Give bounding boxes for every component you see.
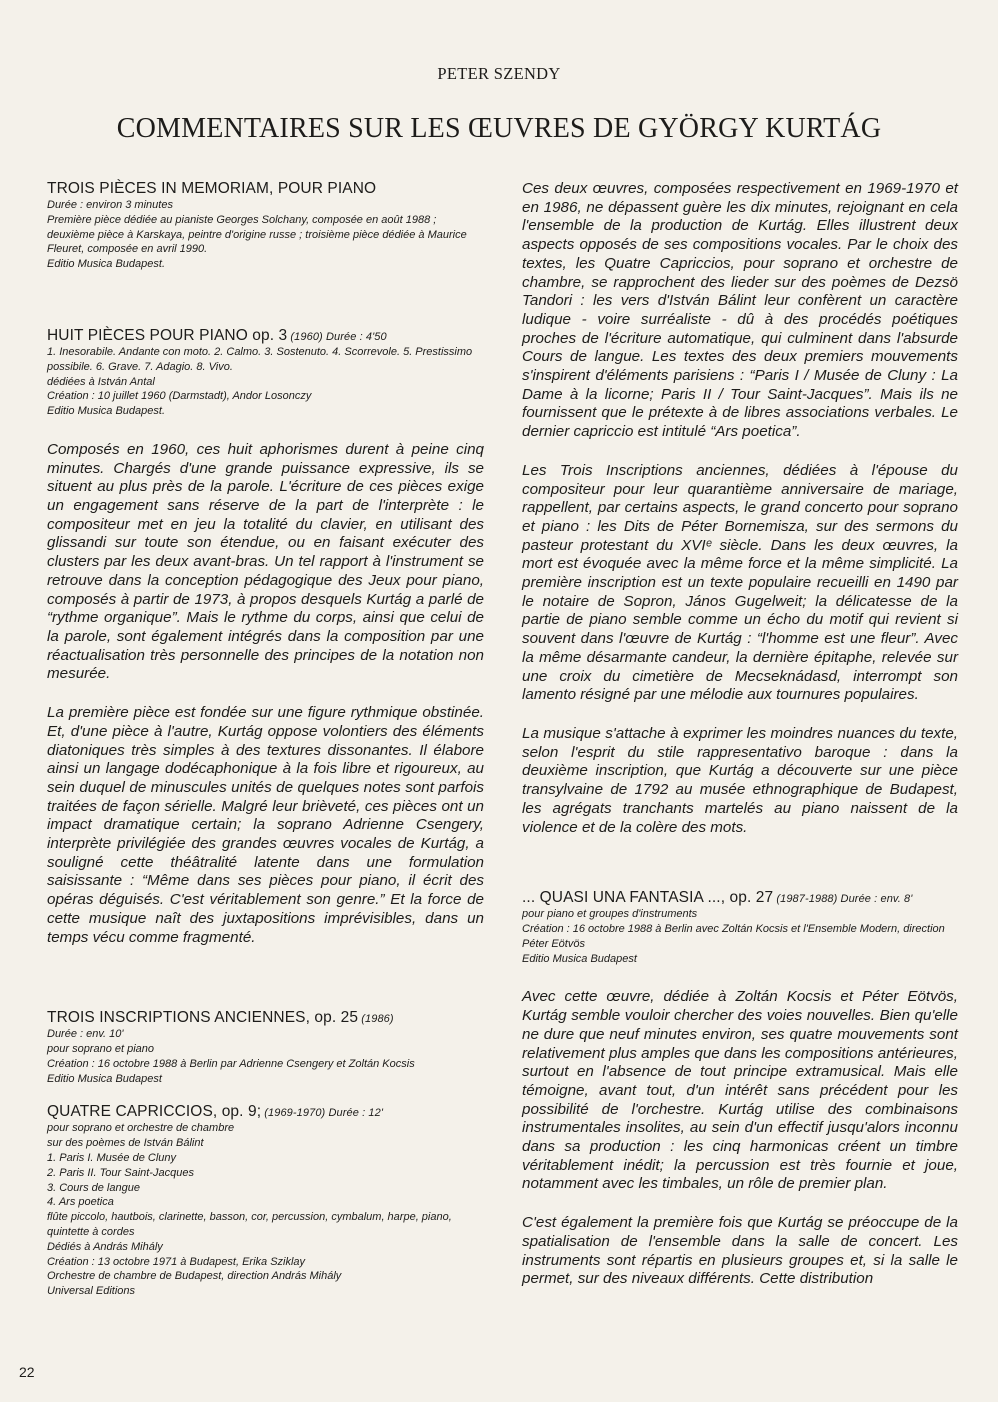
heading-meta: (1969-1970) Durée : 12' [261, 1107, 384, 1120]
meta-line: Création : 16 octobre 1988 à Berlin avec Zoltán Kocsis et l'Ensemble Modern, direction Péter Eötvös [522, 923, 945, 950]
section-trois-pieces [47, 180, 484, 272]
left-column [47, 180, 484, 1299]
meta-line: Editio Musica Budapest [522, 952, 637, 965]
page-title: COMMENTAIRES SUR LES ŒUVRES DE GYÖRGY KURTÁG [116, 113, 882, 144]
meta-line: Orchestre de chambre de Budapest, direction András Mihály [47, 1270, 342, 1283]
section-heading [47, 1103, 484, 1121]
section-huit-pieces [47, 327, 484, 947]
heading-meta: (1986) [358, 1013, 394, 1026]
heading-text: QUATRE CAPRICCIOS, op. 9; [47, 1103, 262, 1121]
meta-line: pour piano et groupes d'instruments [522, 908, 698, 921]
paragraph: Les Trois Inscriptions anciennes, dédiées à l'épouse du compositeur pour leur quarantième anniversaire de mariage, rappellent, par certains aspects, le grand concerto pour soprano et piano : les Dits de Péter Bornemisza, sur des sermons du pasteur protestant du XVIᵉ siècle. Dans les deux œuvres, la mort est évoquée avec la même force et la même simplicité. La première inscription est un texte populaire recueilli en 1490 par le notaire de Sopron, János Gugelweit; la délicatesse de la partie de piano semble comme un écho du motif qui revient si souvent dans l'œuvre de Kurtág : “l'homme est une fleur”. Avec la même désarmante candeur, la dernière épitaphe, relevée sur une croix du cimetière de Mecseknádasd, interrompt son lamento résigné par une mélodie aux tournures populaires. [522, 461, 958, 704]
section-heading [47, 1009, 484, 1027]
heading-text: TROIS INSCRIPTIONS ANCIENNES, op. 25 [47, 1009, 359, 1027]
meta-line: Première pièce dédiée au pianiste Georges Solchany, composée en août 1988 ; deuxième pièce à Karskaya, peintre d'origine russe ; troisième pièce dédiée à Maurice Fleuret, composée en avril 1990. [47, 213, 467, 256]
meta-line: pour soprano et piano [47, 1043, 155, 1056]
meta-line: 3. Cours de langue [47, 1181, 140, 1194]
meta-line: 1. Paris I. Musée de Cluny [47, 1152, 177, 1165]
meta-line: pour soprano et orchestre de chambre [47, 1122, 235, 1135]
meta-line: Durée : env. 10' [47, 1028, 124, 1041]
meta-line: Création : 13 octobre 1971 à Budapest, Erika Sziklay [47, 1255, 306, 1268]
meta-line: Editio Musica Budapest. [47, 258, 166, 271]
section-trois-inscriptions [47, 1009, 484, 1086]
paragraph: La première pièce est fondée sur une figure rythmique obstinée. Et, d'une pièce à l'autre, Kurtág oppose volontiers des éléments diatoniques très simples à des textures dissonantes. Il élabore ainsi un langage dodécaphonique à la fois libre et rigoureux, au sein duquel de minuscules unités de quelques notes sont parfois traitées de façon sérielle. Malgré leur brièveté, ces pièces ont un impact dramatique certain; la soprano Adrienne Csengery, interprète privilégiée des grandes œuvres vocales de Kurtág, a souligné cette théâtralité latente dans une formulation saisissante : “Même dans ses pièces pour piano, il écrit des opéras déguisés. C'est véritablement son genre.” Et la force de cette musique naît des juxtapositions imprévisibles, dans un temps vécu comme fragmenté. [47, 704, 484, 946]
page-number: 22 [19, 1364, 35, 1380]
meta-line: flûte piccolo, hautbois, clarinette, basson, cor, percussion, cymbalum, harpe, piano, quintette à cordes [47, 1211, 452, 1239]
meta-line: 4. Ars poetica [47, 1196, 114, 1209]
paragraph: Ces deux œuvres, composées respectivement en 1969-1970 et en 1986, ne dépassent guère les dix minutes, rejoignant en cela l'ensemble de la production de Kurtág. Elles illustrent deux aspects opposés de ses compositions vocales. Par le choix des textes, les Quatre Capriccios, pour soprano et orchestre de chambre, se rapprochent des lieder sur des poèmes de Dezsö Tandori : les vers d'István Bálint leur confèrent un caractère ludique - voire surréaliste - dû à des procédés poétiques proches de l'écriture automatique, qui culminent dans l'absurde Cours de langue. Les textes des deux premiers mouvements s'inspirent d'éléments parisiens : “Paris I / Musée de Cluny : La Dame à la licorne; Paris II / Tour Saint-Jacques”. Mais ils ne fournissent que le prétexte à de libres associations verbales. Le dernier capriccio est intitulé “Ars poetica”. [522, 180, 958, 441]
heading-meta: (1987-1988) Durée : env. 8' [773, 893, 913, 906]
meta-line: 1. Inesorabile. Andante con moto. 2. Calmo. 3. Sostenuto. 4. Scorrevole. 5. Prestissimo possibile. 6. Grave. 7. Adagio. 8. Vivo. [47, 345, 473, 373]
paragraph: Avec cette œuvre, dédiée à Zoltán Kocsis et Péter Eötvös, Kurtág semble vouloir chercher des voies nouvelles. Bien qu'elle ne dure que neuf minutes environ, ses quatre mouvements sont relativement plus amples que dans les compositions antérieures, surtout en l'absence de tout principe extramusical. Mais elle témoigne, avant tout, d'un intérêt sans précédent pour les possibilité de l'orchestre. Kurtág utilise des combinaisons instrumentales insolites, au sein d'un effectif jusqu'alors inconnu dans sa production : les cinq harmonicas créent un timbre véritablement inédit; la percussion est très fournie et joue, notamment avec les timbales, un rôle de premier plan. [522, 988, 958, 1193]
meta-line: dédiées à István Antal [47, 375, 155, 388]
meta-line: sur des poèmes de István Bálint [47, 1137, 204, 1150]
section-heading: TROIS PIÈCES IN MEMORIAM, POUR PIANO [47, 180, 377, 197]
author-name: PETER SZENDY [437, 64, 561, 83]
section-heading [522, 889, 958, 907]
heading-text: HUIT PIÈCES POUR PIANO op. 3 [47, 326, 288, 344]
section-quatre-capriccios [47, 1103, 484, 1299]
meta-line: Création : 16 octobre 1988 à Berlin par Adrienne Csengery et Zoltán Kocsis [47, 1057, 415, 1070]
section-quasi-una-fantasia [522, 889, 958, 966]
right-column [522, 180, 958, 1289]
paragraph: La musique s'attache à exprimer les moindres nuances du texte, selon l'esprit du stile rappresentativo baroque : dans la deuxième inscription, que Kurtág a découverte sur une pièce transylvaine de 1792 au musée ethnographique de Budapest, les agrégats tranchants martelés au piano naissent de la violence et de la colère des mots. [522, 724, 958, 836]
body-text [47, 441, 484, 947]
meta-line: Editio Musica Budapest. [47, 405, 166, 418]
meta-line: Editio Musica Budapest [47, 1072, 162, 1085]
heading-text: ... QUASI UNA FANTASIA ..., op. 27 [522, 889, 774, 907]
paragraph: C'est également la première fois que Kurtág se préoccupe de la spatialisation de l'ensemble dans la salle de concert. Les instruments sont répartis en plusieurs groupes et, si la salle le permet, sur des niveaux différents. Cette distribution [522, 1214, 958, 1288]
body-text [522, 180, 958, 837]
heading-meta: (1960) Durée : 4'50 [287, 330, 387, 343]
meta-line: Durée : environ 3 minutes [47, 199, 173, 211]
meta-line: 2. Paris II. Tour Saint-Jacques [47, 1166, 194, 1179]
meta-line: Création : 10 juillet 1960 (Darmstadt), Andor Losonczy [47, 390, 312, 403]
meta-line: Universal Editions [47, 1285, 136, 1298]
meta-line: Dédiés à András Mihály [47, 1240, 163, 1253]
paragraph: Composés en 1960, ces huit aphorismes durent à peine cinq minutes. Chargés d'une grande puissance expressive, ils se situent au plus près de la parole. L'écriture de ces pièces exige un engagement sans réserve de la part de l'interprète : le compositeur met en jeu la totalité du clavier, en utilisant des glissandi sur toute son étendue, ou en faisant exécuter des clusters par les deux avant-bras. Un tel rapport à l'instrument se retrouve dans la conception pédagogique des Jeux pour piano, composés à partir de 1973, à propos desquels Kurtág a parlé de “rythme organique”. Mais le rythme du corps, ainsi que celui de la parole, sont également intégrés dans la composition par une réactualisation très personnelle des principes de la notation non mesurée. [47, 440, 484, 683]
section-heading [47, 327, 484, 345]
body-text [522, 988, 958, 1289]
